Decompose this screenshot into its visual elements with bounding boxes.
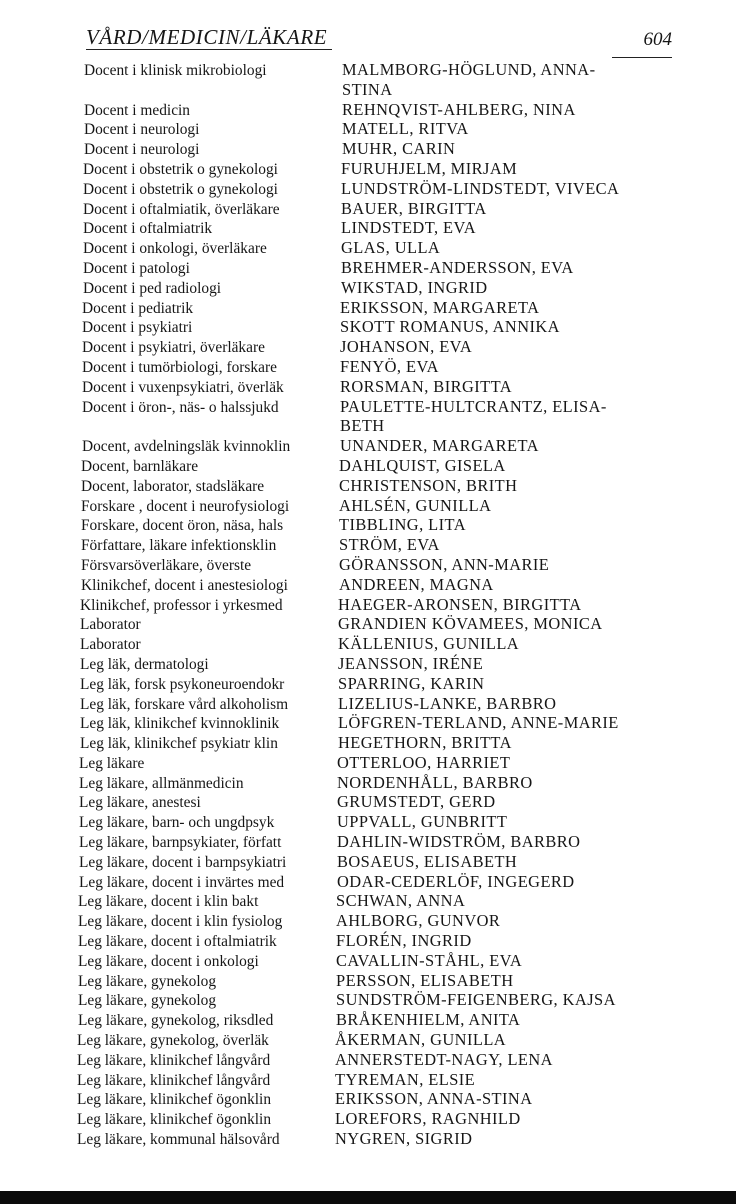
entry-name: STRÖM, EVA — [339, 535, 440, 555]
directory-entry — [0, 60, 736, 100]
entry-role: Leg läkare, docent i onkologi — [78, 952, 259, 970]
entry-role: Leg läk, klinikchef kvinnoklinik — [80, 715, 280, 733]
directory-entry — [0, 1030, 736, 1050]
entry-name: RORSMAN, BIRGITTA — [340, 376, 513, 396]
directory-entry — [0, 179, 736, 199]
scan-edge-bar — [0, 1191, 736, 1204]
directory-list — [0, 60, 736, 1149]
entry-role: Docent, barnläkare — [81, 457, 199, 475]
entry-name: CAVALLIN-STÅHL, EVA — [336, 950, 523, 970]
directory-entry — [0, 317, 736, 337]
entry-role: Leg läk, forsk psykoneuroendokr — [80, 675, 285, 693]
entry-role: Docent i psykiatri, överläkare — [82, 339, 265, 357]
directory-entry — [0, 1129, 736, 1149]
directory-entry — [0, 614, 736, 634]
entry-role: Docent i oftalmiatrik — [83, 220, 213, 238]
entry-role: Leg läkare, klinikchef långvård — [77, 1071, 271, 1089]
entry-name: CHRISTENSON, BRITH — [339, 475, 518, 495]
directory-entry — [0, 159, 736, 179]
entry-name: FLORÉN, INGRID — [336, 931, 472, 951]
directory-entry — [0, 971, 736, 991]
directory-entry — [0, 476, 736, 496]
entry-name-continuation: STINA — [342, 79, 393, 99]
directory-entry — [0, 139, 736, 159]
page-header — [86, 20, 672, 52]
entry-name: OTTERLOO, HARRIET — [337, 752, 511, 772]
entry-role: Leg läkare — [79, 754, 145, 772]
entry-role: Docent i onkologi, överläkare — [83, 240, 267, 258]
directory-entry — [0, 634, 736, 654]
entry-name: PAULETTE-HULTCRANTZ, ELISA- — [340, 396, 607, 416]
directory-entry — [0, 852, 736, 872]
entry-role: Docent i ped radiologi — [83, 279, 222, 297]
entry-name: ANNERSTEDT-NAGY, LENA — [335, 1049, 553, 1069]
entry-name: AHLSÉN, GUNILLA — [339, 495, 492, 515]
directory-entry — [0, 654, 736, 674]
directory-entry — [0, 911, 736, 931]
entry-name: SUNDSTRÖM-FEIGENBERG, KAJSA — [336, 990, 616, 1010]
directory-entry — [0, 496, 736, 516]
entry-name: JEANSSON, IRÉNE — [338, 653, 484, 673]
directory-entry — [0, 674, 736, 694]
entry-role: Leg läk, dermatologi — [80, 655, 209, 673]
directory-entry — [0, 515, 736, 535]
entry-name: GÖRANSSON, ANN-MARIE — [339, 554, 550, 574]
entry-role: Försvarsöverläkare, överste — [81, 556, 252, 574]
entry-role: Leg läkare, gynekolog, överläk — [77, 1032, 269, 1050]
entry-role: Docent i medicin — [84, 101, 190, 119]
entry-name: AHLBORG, GUNVOR — [336, 911, 501, 931]
entry-role: Docent i neurologi — [84, 141, 200, 159]
directory-entry — [0, 951, 736, 971]
entry-role: Leg läkare, docent i invärtes med — [79, 873, 285, 891]
directory-entry — [0, 792, 736, 812]
directory-entry — [0, 1089, 736, 1109]
entry-name: TIBBLING, LITA — [339, 515, 466, 535]
entry-name: ANDREEN, MAGNA — [339, 574, 494, 594]
entry-role: Laborator — [80, 616, 141, 634]
entry-role: Docent i neurologi — [84, 121, 200, 139]
entry-role: Forskare , docent i neurofysiologi — [81, 497, 290, 515]
entry-name: BOSAEUS, ELISABETH — [337, 851, 518, 871]
entry-name: ERIKSSON, ANNA-STINA — [335, 1089, 533, 1109]
directory-entry — [0, 199, 736, 219]
entry-name: BAUER, BIRGITTA — [341, 198, 487, 218]
entry-role: Leg läkare, gynekolog — [78, 992, 217, 1010]
directory-entry — [0, 812, 736, 832]
page-number: 604 — [643, 29, 672, 50]
entry-role: Docent i obstetrik o gynekologi — [83, 160, 278, 178]
entry-name: GRANDIEN KÖVAMEES, MONICA — [338, 614, 603, 634]
entry-name: LOREFORS, RAGNHILD — [335, 1109, 521, 1129]
directory-entry — [0, 990, 736, 1010]
entry-role: Leg läk, forskare vård alkoholism — [80, 695, 289, 713]
entry-role: Docent, avdelningsläk kvinnoklin — [82, 438, 291, 456]
entry-name: NYGREN, SIGRID — [335, 1129, 473, 1149]
directory-entry — [0, 733, 736, 753]
entry-name: DAHLIN-WIDSTRÖM, BARBRO — [337, 832, 581, 852]
directory-entry — [0, 694, 736, 714]
entry-role: Leg läk, klinikchef psykiatr klin — [80, 735, 278, 753]
directory-entry — [0, 278, 736, 298]
entry-name: LINDSTEDT, EVA — [341, 218, 476, 238]
entry-name: HAEGER-ARONSEN, BIRGITTA — [338, 594, 582, 614]
entry-name: WIKSTAD, INGRID — [341, 277, 488, 297]
entry-name: HEGETHORN, BRITTA — [338, 733, 512, 753]
entry-role: Leg läkare, anestesi — [79, 794, 201, 812]
directory-entry — [0, 298, 736, 318]
directory-entry — [0, 258, 736, 278]
entry-name: UNANDER, MARGARETA — [340, 436, 539, 456]
directory-entry — [0, 555, 736, 575]
entry-role: Klinikchef, professor i yrkesmed — [80, 596, 283, 614]
header-rule-left — [86, 49, 332, 50]
entry-name: TYREMAN, ELSIE — [335, 1069, 476, 1089]
directory-entry — [0, 218, 736, 238]
directory-entry — [0, 1010, 736, 1030]
entry-name: ERIKSSON, MARGARETA — [340, 297, 540, 317]
entry-name: GLAS, ULLA — [341, 238, 441, 258]
directory-entry — [0, 773, 736, 793]
entry-name: NORDENHÅLL, BARBRO — [337, 772, 533, 792]
entry-name: GRUMSTEDT, GERD — [337, 792, 496, 812]
entry-name: KÄLLENIUS, GUNILLA — [338, 634, 520, 654]
entry-name: MATELL, RITVA — [342, 119, 469, 139]
entry-role: Leg läkare, klinikchef långvård — [77, 1051, 271, 1069]
entry-role: Docent i psykiatri — [82, 319, 193, 337]
directory-entry — [0, 238, 736, 258]
directory-entry — [0, 397, 736, 437]
entry-role: Forskare, docent öron, näsa, hals — [81, 517, 284, 535]
directory-entry — [0, 1109, 736, 1129]
entry-role: Klinikchef, docent i anestesiologi — [81, 576, 288, 594]
directory-entry — [0, 377, 736, 397]
entry-name: PERSSON, ELISABETH — [336, 970, 514, 990]
entry-name: BREHMER-ANDERSSON, EVA — [341, 257, 574, 277]
entry-role: Docent, laborator, stadsläkare — [81, 477, 265, 495]
directory-entry — [0, 595, 736, 615]
directory-entry — [0, 832, 736, 852]
entry-role: Leg läkare, klinikchef ögonklin — [77, 1111, 272, 1129]
entry-name: FURUHJELM, MIRJAM — [341, 158, 518, 178]
directory-entry — [0, 357, 736, 377]
entry-name: REHNQVIST-AHLBERG, NINA — [342, 99, 576, 119]
directory-entry — [0, 575, 736, 595]
entry-role: Docent i patologi — [83, 259, 190, 277]
entry-name: BRÅKENHIELM, ANITA — [336, 1010, 521, 1030]
entry-role: Leg läkare, gynekolog, riksdled — [78, 1012, 274, 1030]
entry-name: JOHANSON, EVA — [340, 337, 473, 357]
entry-name: MUHR, CARIN — [342, 139, 456, 159]
directory-entry — [0, 119, 736, 139]
directory-entry — [0, 535, 736, 555]
directory-entry — [0, 1070, 736, 1090]
entry-name: SKOTT ROMANUS, ANNIKA — [340, 317, 560, 337]
entry-name: SCHWAN, ANNA — [336, 891, 466, 911]
header-rule-right — [612, 57, 672, 58]
entry-role: Leg läkare, barnpsykiater, författ — [79, 834, 282, 852]
entry-role: Författare, läkare infektionsklin — [81, 537, 277, 555]
directory-entry — [0, 436, 736, 456]
entry-role: Laborator — [80, 636, 141, 654]
entry-role: Docent i oftalmiatik, överläkare — [83, 200, 280, 218]
entry-role: Docent i obstetrik o gynekologi — [83, 180, 278, 198]
entry-name: ÅKERMAN, GUNILLA — [335, 1030, 507, 1050]
entry-role: Leg läkare, docent i klin fysiolog — [78, 913, 283, 931]
directory-entry — [0, 753, 736, 773]
entry-name: LIZELIUS-LANKE, BARBRO — [338, 693, 557, 713]
entry-name: UPPVALL, GUNBRITT — [337, 812, 508, 832]
entry-role: Leg läkare, allmänmedicin — [79, 774, 244, 792]
entry-name: SPARRING, KARIN — [338, 673, 485, 693]
section-title: VÅRD/MEDICIN/LÄKARE — [86, 25, 328, 49]
directory-entry — [0, 931, 736, 951]
entry-name: ODAR-CEDERLÖF, INGEGERD — [337, 871, 575, 891]
entry-role: Docent i tumörbiologi, forskare — [82, 358, 277, 376]
entry-name: LUNDSTRÖM-LINDSTEDT, VIVECA — [341, 178, 620, 198]
entry-name: DAHLQUIST, GISELA — [339, 455, 506, 475]
entry-role: Leg läkare, docent i barnpsykiatri — [79, 853, 287, 871]
entry-name-continuation: BETH — [340, 416, 385, 436]
entry-role: Docent i klinisk mikrobiologi — [84, 62, 267, 79]
directory-entry — [0, 872, 736, 892]
directory-entry — [0, 337, 736, 357]
entry-role: Leg läkare, docent i oftalmiatrik — [78, 933, 277, 951]
entry-role: Docent i pediatrik — [82, 299, 194, 317]
entry-role: Leg läkare, kommunal hälsovård — [77, 1131, 280, 1149]
entry-name: MALMBORG-HÖGLUND, ANNA- — [342, 60, 596, 79]
entry-role: Docent i öron-, näs- o halssjukd — [82, 398, 279, 416]
entry-role: Docent i vuxenpsykiatri, överläk — [82, 378, 284, 396]
directory-entry — [0, 1050, 736, 1070]
entry-name: LÖFGREN-TERLAND, ANNE-MARIE — [338, 713, 619, 733]
entry-name: FENYÖ, EVA — [340, 356, 439, 376]
directory-entry — [0, 456, 736, 476]
entry-role: Leg läkare, barn- och ungdpsyk — [79, 814, 275, 832]
directory-entry — [0, 713, 736, 733]
directory-entry — [0, 891, 736, 911]
entry-role: Leg läkare, gynekolog — [78, 972, 217, 990]
entry-role: Leg läkare, klinikchef ögonklin — [77, 1091, 272, 1109]
directory-entry — [0, 100, 736, 120]
entry-role: Leg läkare, docent i klin bakt — [78, 893, 259, 911]
